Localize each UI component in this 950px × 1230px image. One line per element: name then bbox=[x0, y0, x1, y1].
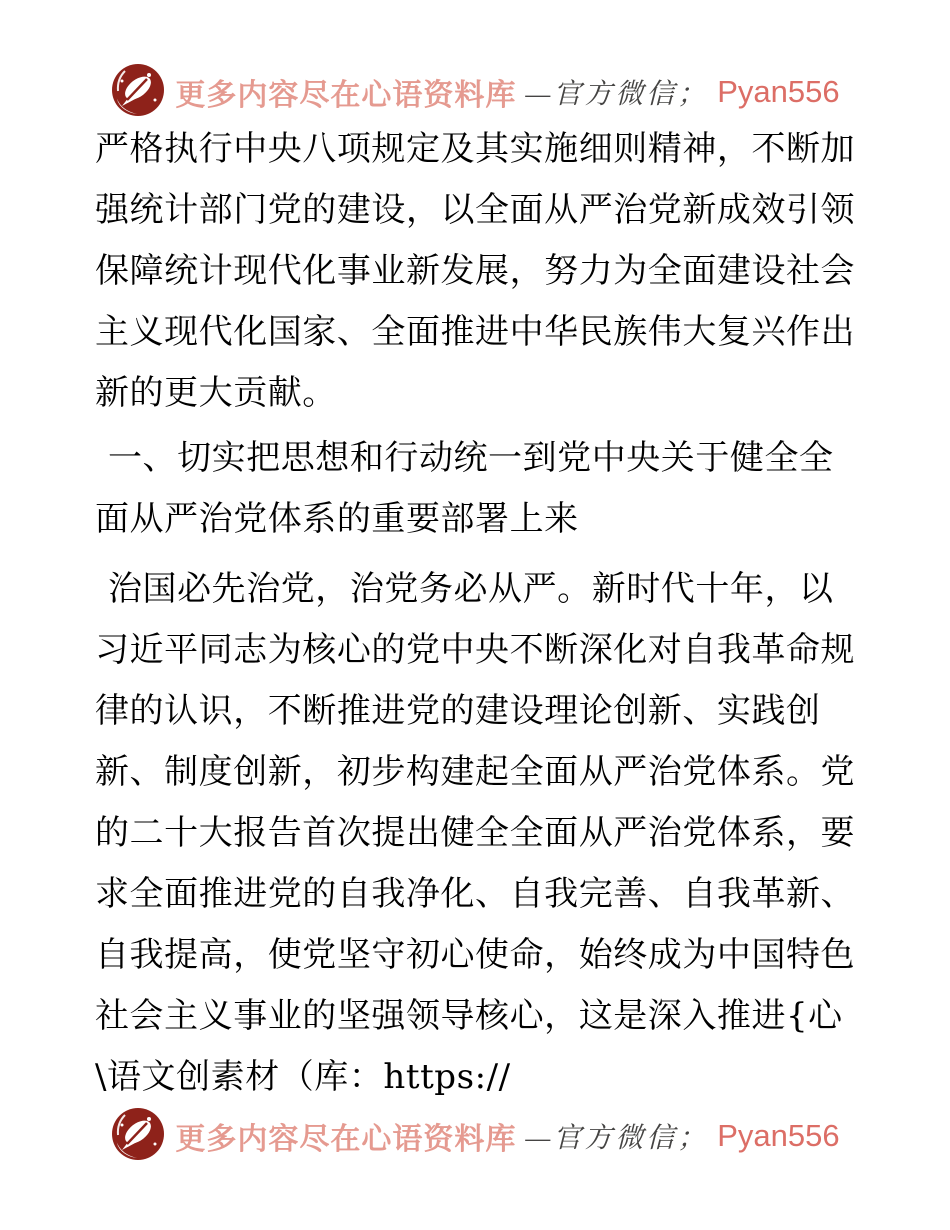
pen-nib-circle-icon bbox=[110, 1106, 166, 1166]
text-line: 新、制度创新，初步构建起全面从严治党体系。党 bbox=[95, 752, 856, 792]
heading-line: 面从严治党体系的重要部署上来 bbox=[95, 499, 579, 539]
paragraph-continuation bbox=[95, 119, 860, 424]
text-line: 律的认识，不断推进党的建设理论创新、实践创 bbox=[95, 691, 821, 731]
text-line: 习近平同志为核心的党中央不断深化对自我革命规 bbox=[95, 630, 856, 670]
brand-wechat-label: —官方微信； bbox=[525, 1123, 709, 1154]
brand-wechat-id: Pyan556 bbox=[717, 74, 840, 109]
heading-line: 一、切实把思想和行动统一到党中央关于健全全 bbox=[108, 438, 834, 478]
text-line: 主义现代化国家、全面推进中华民族伟大复兴作出 bbox=[95, 312, 856, 352]
paragraph-body bbox=[95, 559, 860, 1108]
brand-wechat-id: Pyan556 bbox=[717, 1118, 840, 1153]
brand-site-text: 更多内容尽在心语资料库 bbox=[175, 1122, 517, 1157]
brand-site-text: 更多内容尽在心语资料库 bbox=[175, 78, 517, 113]
text-line: 强统计部门党的建设，以全面从严治党新成效引领 bbox=[95, 190, 856, 230]
text-line: 治国必先治党，治党务必从严。新时代十年，以 bbox=[108, 569, 834, 609]
section-heading bbox=[95, 428, 860, 550]
text-line: 严格执行中央八项规定及其实施细则精神，不断加 bbox=[95, 129, 856, 169]
brand-wechat-label: —官方微信； bbox=[525, 79, 709, 110]
text-line: \语文创素材（库：https:// bbox=[95, 1057, 511, 1097]
text-line: 的二十大报告首次提出健全全面从严治党体系，要 bbox=[95, 813, 856, 853]
document-body bbox=[95, 119, 860, 1108]
text-line: 社会主义事业的坚强领导核心，这是深入推进{心 bbox=[95, 996, 843, 1036]
pen-nib-circle-icon bbox=[110, 62, 166, 122]
header-brand bbox=[0, 62, 950, 122]
text-line: 求全面推进党的自我净化、自我完善、自我革新、 bbox=[95, 874, 856, 914]
text-line: 新的更大贡献。 bbox=[95, 373, 337, 413]
text-line: 保障统计现代化事业新发展，努力为全面建设社会 bbox=[95, 251, 856, 291]
footer-brand bbox=[0, 1106, 950, 1166]
text-line: 自我提高，使党坚守初心使命，始终成为中国特色 bbox=[95, 935, 856, 975]
